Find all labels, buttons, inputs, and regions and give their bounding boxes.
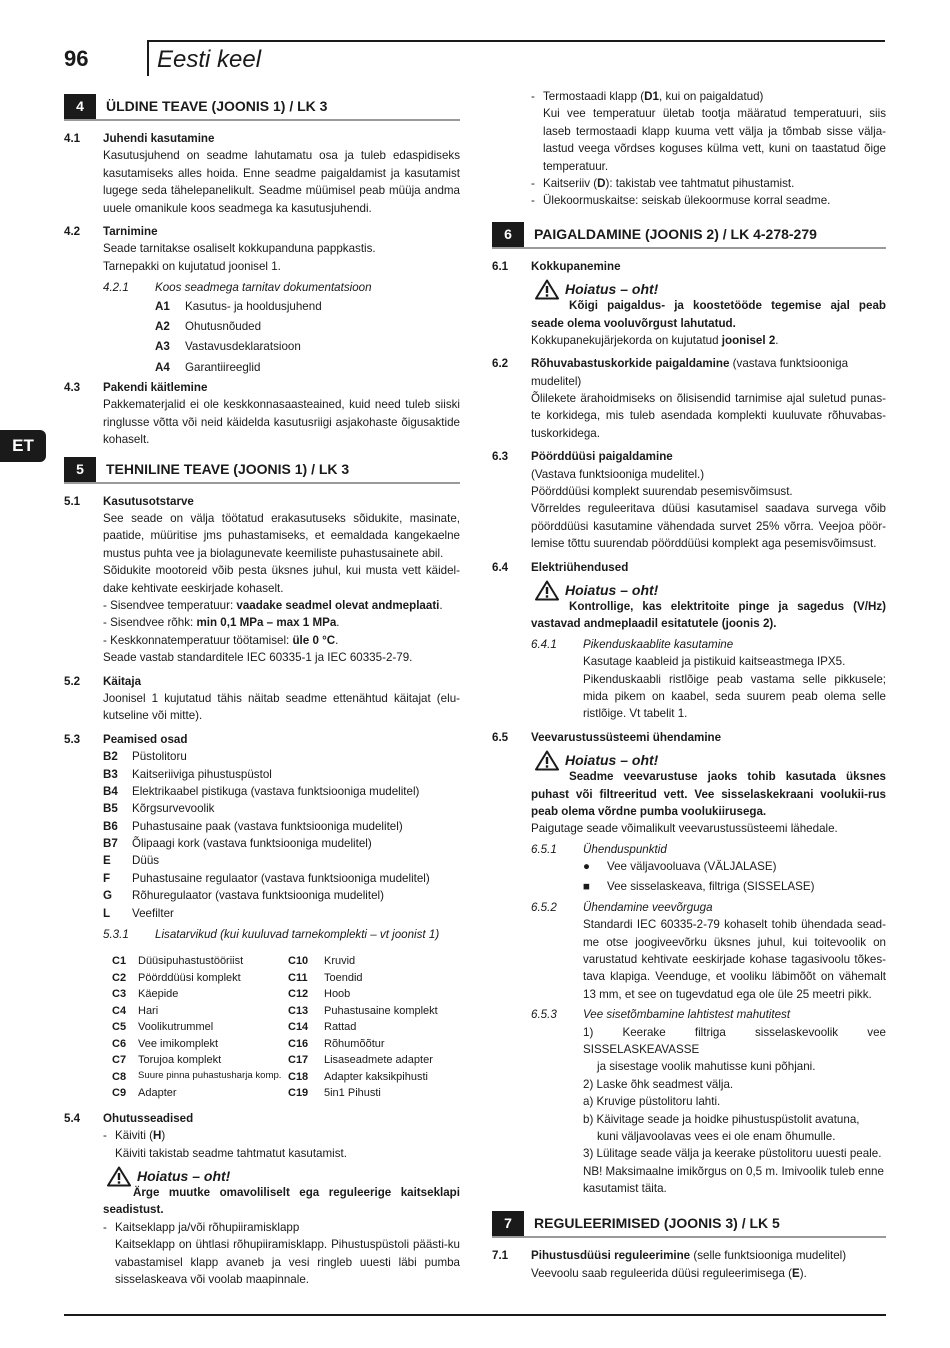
warning-box: Hoiatus – oht! Kõigi paigaldus- ja koostetööde tegemise ajal peab seade olema vooluvõrgust lahutatud. Kokkupanekujärjekorda on kujutatud joonisel 2. (531, 281, 886, 347)
subsubsection-heading: 5.3.1 Lisatarvikud (kui kuuluvad tarnekomplekti – vt joonist 1) (103, 928, 440, 942)
subsection-heading: 5.1 Kasutusotstarve (64, 494, 194, 508)
section-heading: 4 ÜLDINE TEAVE (JOONIS 1) / LK 3 (64, 94, 460, 121)
warning-box: Hoiatus – oht! Kontrollige, kas elektritoite pinge ja sagedus (V/Hz) vastavad andmeplaadil esitatutele (joonis 2). (531, 581, 886, 631)
list-item: E Düüs (103, 854, 160, 868)
language-tab: ET (0, 430, 46, 462)
list-item: B6 Puhastusaine paak (vastava funktsiooniga mudelitel) (103, 819, 403, 833)
list-item: A2 Ohutusnõuded (155, 319, 262, 333)
steps-list: 1) Keerake filtriga sisselaskevoolik vee SISSELASKEAVASSE ja sisestage voolik mahutisse kuni põhjani. 2) Laske õhk seadmest välja. a) Kruvige püstolitoru lahti. b) Käivitage seade ja hoidke pihustuspüstolit avatuna, kuni väljavoolavas vees ei ole enam õhumulle. 3) Lülitage seade välja ja keerake püstolitoru uuesti peale. NB! Maksimaalne imikõrgus on 0,5 m. Imivoolik tuleb enne kasutamist täita. (583, 1025, 886, 1196)
list-item: B2 Püstolitoru (103, 750, 187, 764)
paragraph: Standardi IEC 60335-2-79 kohaselt tohib ühendada sead-me otse joogiveevõrku üksnes juhul, kui toitevoolik on varustatud kehtivate eeskirjade kohase tagasivoolu tõkes-tava klapiga. Veenduge, et vooliku läbimõõt on vähemalt 13 mm, et see on tugevdatud ega ole üle 25 meetri pikk. (583, 918, 886, 1001)
paragraph: Veevoolu saab reguleerida düüsi reguleerimisega (E). (531, 1266, 807, 1280)
list-item: A1 Kasutus- ja hooldusjuhend (155, 299, 322, 313)
warning-icon (535, 750, 559, 771)
list-item: ■ Vee sisselaskeava, filtriga (SISSELASE) (583, 878, 886, 895)
paragraph: Kasutage kaableid ja pistikuid kaitseastmega IPX5. Pikenduskaabli ristlõige peab vastama selle pikkusele; mida pikem on kaabel, seda suurem peab olema selle ristlõige. Vt tabelit 1. (583, 655, 886, 721)
subsubsection-heading: 6.5.1 Ühenduspunktid (531, 842, 667, 856)
list-item: B7 Õlipaagi kork (vastava funktsiooniga mudelitel) (103, 837, 372, 851)
page-number: 96 (64, 46, 89, 71)
paragraph: mudelitel) Õlilekete ärahoidmiseks on õlisisendid tarnimise ajal suletud punas-te korkidega, mis tuleb asendada komplekti kuuluvate rõhuvabas-tuskorkidega. (531, 374, 886, 440)
subsection-heading: 5.2 Käitaja (64, 674, 142, 688)
footer-rule (64, 1314, 886, 1316)
warning-box: Hoiatus – oht! Ärge muutke omavoliliselt ega reguleerige kaitseklapi seadistust. (103, 1168, 460, 1217)
subsection-heading: 5.3 Peamised osad (64, 732, 188, 746)
page-title: Eesti keel (157, 46, 262, 73)
subsubsection-heading: 6.5.3 Vee sisetõmbamine lahtistest mahutitest (531, 1008, 791, 1022)
left-column (64, 88, 460, 1288)
connection-list (583, 858, 886, 896)
list-item: B5 Kõrgsurvevoolik (103, 802, 215, 816)
inlet-symbol-icon: ■ (583, 880, 591, 894)
paragraph: - Kaitseklapp ja/või rõhupiiramisklapp Kaitseklapp on ühtlasi rõhupiiramisklapp. Pihustuspüstoli päästi-ku vabastamisel klapp avaneb ja vesi ringleb uuesti läbi pumba sisselaskeava või voolab maapinnale. (103, 1220, 460, 1287)
parts-list (103, 748, 460, 922)
subsubsection-heading: 4.2.1 Koos seadmega tarnitav dokumentatsioon (103, 281, 372, 295)
list-item: L Veefilter (103, 906, 174, 920)
subsection-heading: 4.2 Tarnimine (64, 224, 158, 238)
section-heading: 7 REGULEERIMISED (JOONIS 3) / LK 5 (492, 1211, 886, 1238)
list-item: ● Vee väljavooluava (VÄLJALASE) (583, 858, 886, 875)
list-item: B4 Elektrikaabel pistikuga (vastava funktsiooniga mudelitel) (103, 784, 420, 798)
paragraph: - Termostaadi klapp (D1, kui on paigaldatud) Kui vee temperatuur ületab tootja määratud temperatuuri, siis laseb termostaadi klapp kuuma vett välja ja tõmbab sisse välja-lastud veega võrdses koguses külma vett, kuni on taastatud õige temperatuur. - Kaitseriiv (D): takistab vee tahtmatut pihustamist. - Ülekoormuskaitse: seiskab ülekoormuse korral seadme. (531, 90, 886, 208)
paragraph: - Käiviti (H) Käiviti takistab seadme tahtmatut kasutamist. (103, 1129, 347, 1160)
paragraph: Kasutusjuhend on seadme lahutamatu osa ja tuleb edaspidiseks kasutamiseks alles hoida. Enne seadme paigaldamist ja kasutamist lugege seda tähelepanelikult. Seadme müümisel peab müüja andma uuele omanikule koos seadmega ka kasutusjuhendi. (103, 149, 460, 215)
subsection-heading: 6.4 Elektriühendused (492, 560, 629, 574)
warning-icon (535, 580, 559, 601)
subsubsection-heading: 6.5.2 Ühendamine veevõrguga (531, 900, 713, 914)
subsection-heading: 5.4 Ohutusseadised (64, 1111, 194, 1125)
subsubsection-heading: 6.4.1 Pikenduskaablite kasutamine (531, 637, 734, 651)
header-divider (147, 42, 149, 76)
subsection-heading: 6.3 Pöörddüüsi paigaldamine (492, 450, 673, 464)
subsection-heading: 4.1 Juhendi kasutamine (64, 132, 215, 145)
subsection-heading: 6.2 Rõhuvabastuskorkide paigaldamine (vastava funktsiooniga (492, 357, 849, 371)
subsection-heading: 7.1 Pihustusdüüsi reguleerimine (selle funktsiooniga mudelitel) (492, 1249, 847, 1263)
list-item: A4 Garantiireeglid (155, 360, 261, 374)
subsection-heading: 6.5 Veevarustussüsteemi ühendamine (492, 730, 722, 744)
section-heading: 6 PAIGALDAMINE (JOONIS 2) / LK 4-278-279 (492, 222, 886, 249)
subsection-heading: 4.3 Pakendi käitlemine (64, 381, 208, 395)
warning-box: Hoiatus – oht! Seadme veevarustuse jaoks tohib kasutada üksnes puhast või filtreeritud vett. Vee sisselaskekraani voolukii-rus peab olema võrdne pumba voolukiirusega. Paigutage seade võimalikult veevarustussüsteemi lähedale. (531, 752, 886, 836)
warning-icon (107, 1166, 131, 1187)
right-column (492, 88, 886, 1282)
paragraph: (Vastava funktsiooniga mudelitel.) Pöörddüüsi komplekt suurendab pesemisvõimsust. Võrreldes reguleeritava düüsi kasutamisel saadava survega võib pöörddüüsi kasutamine vähendada survet 25% võrra. Veejoa pöör-lemise tõttu suurendab pöörddüüsi komplekt aga pesemisvõimsust. (531, 467, 886, 551)
list-item: G Rõhuregulaator (vastava funktsiooniga mudelitel) (103, 889, 384, 903)
paragraph: Pakkematerjalid ei ole keskkonnasaasteained, kuid need tuleb siiski ringlusse võtta või neid käidelda kasutusriigi asjakohaste õigusaktide kohaselt. (103, 398, 460, 447)
document-list (64, 298, 460, 377)
list-item: F Puhastusaine regulaator (vastava funktsiooniga mudelitel) (103, 871, 430, 885)
outlet-symbol-icon: ● (583, 860, 591, 874)
accessories-table: C1 Düüsipuhastustööriist C10 Kruvid C2 Pöörddüüsi komplekt C11 Toendid C3 Käepide C12 Hoob C4 Hari C13 Puhastusaine komplekt C5 Voolikutrummel C14 Rattad C6 Vee imikomplekt C16 Rõhumõõtur C7 Torujoa komplekt C17 Lisaseadmete adapter C8 Suure pinna puhastusharja komp. C18 Adapter kaksikpihusti C9 Adapter C19 5in1 Pihusti (112, 955, 438, 1100)
warning-icon (535, 279, 559, 300)
subsection-heading: 6.1 Kokkupanemine (492, 259, 621, 273)
list-item: B3 Kaitseriiviga pihustuspüstol (103, 767, 272, 781)
paragraph: See seade on välja töötatud erakasutuseks sõidukite, masinate, paatide, müüritise jms puhastamiseks, et eemaldada kangekaelne mustus puhta vee ja biolagunevate keemiliste puhastusainete abil. Sõidukite mootoreid võib pesta üksnes juhul, kui musta vett käidel-dake kehtivate eeskirjade kohaselt. - Sisendvee temperatuur: vaadake seadmel olevat andmeplaati. - Sisendvee rõhk: min 0,1 MPa – max 1 MPa. - Keskkonnatemperatuur töötamisel: üle 0 °C. Seade vastab standarditele IEC 60335-1 ja IEC 60335-2-79. (103, 512, 460, 665)
section-heading: 5 TEHNILINE TEAVE (JOONIS 1) / LK 3 (64, 457, 460, 484)
list-item: A3 Vastavusdeklaratsioon (155, 340, 301, 354)
paragraph: Seade tarnitakse osaliselt kokkupanduna pappkastis. Tarnepakki on kujutatud joonisel 1. (103, 242, 376, 273)
paragraph: Joonisel 1 kujutatud tähis näitab seadme ettenähtud käitajat (elu-kutseline või mitte). (103, 691, 460, 723)
